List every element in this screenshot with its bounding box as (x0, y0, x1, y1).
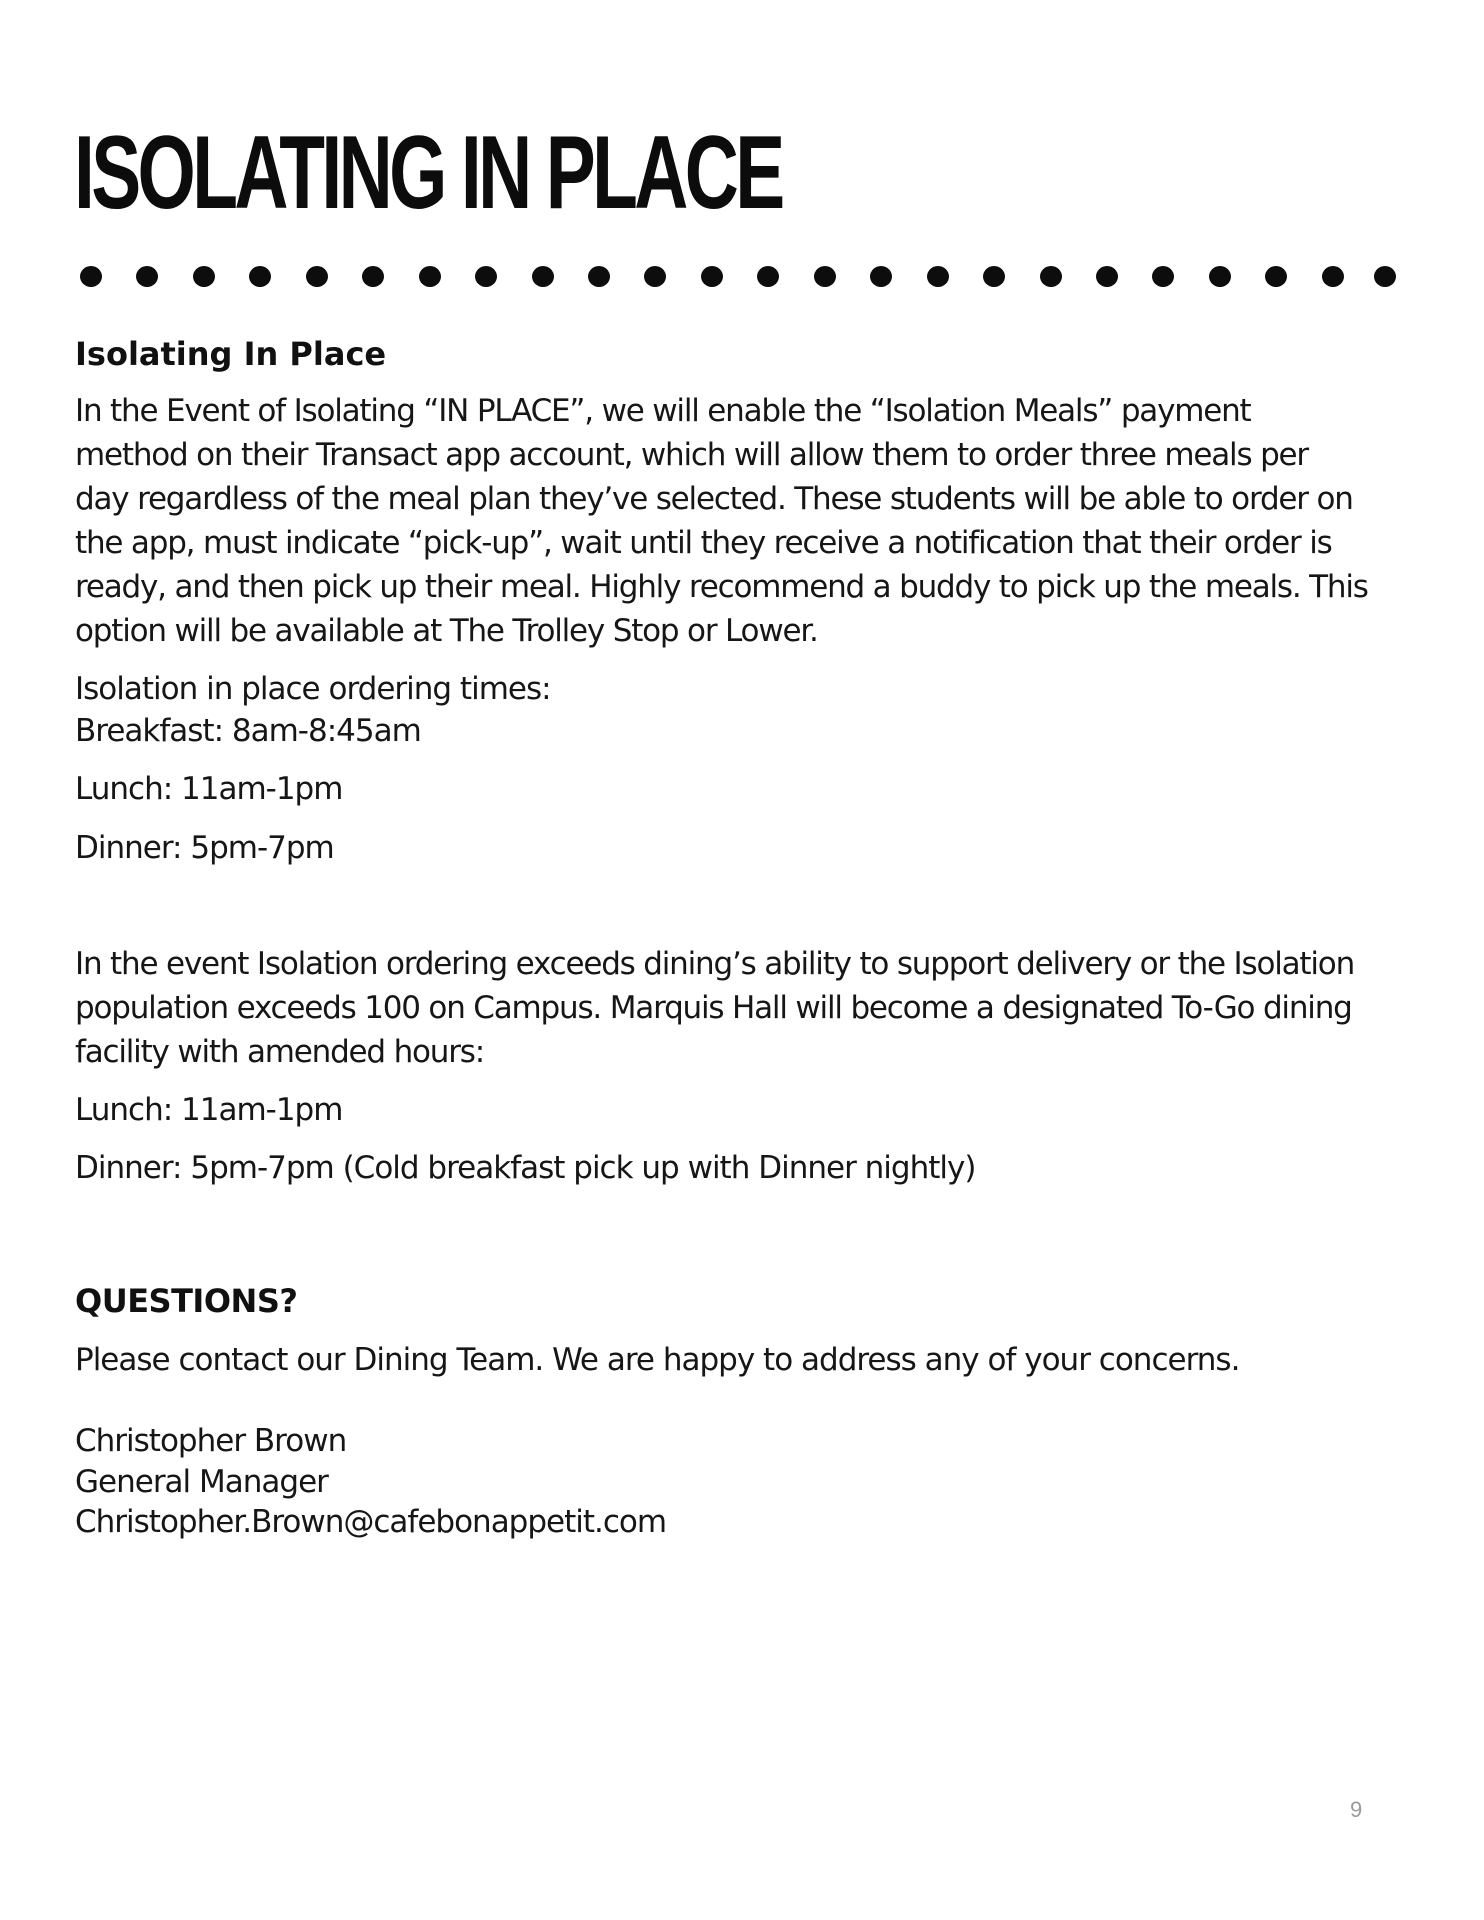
togo-lunch-hours: Lunch: 11am-1pm (75, 1092, 343, 1128)
paragraph-line: In the event Isolation ordering exceeds dining’s ability to support delivery or the Isolation (75, 946, 1355, 982)
paragraph-line: In the Event of Isolating “IN PLACE”, we will enable the “Isolation Meals” payment (75, 393, 1251, 429)
lunch-hours: Lunch: 11am-1pm (75, 771, 343, 807)
paragraph-line: facility with amended hours: (75, 1034, 484, 1070)
contact-name: Christopher Brown (75, 1423, 347, 1459)
divider-dot (1040, 266, 1062, 287)
divider-dot (870, 266, 892, 287)
divider-dot (1374, 266, 1396, 287)
divider-dot (927, 266, 949, 287)
paragraph-line: population exceeds 100 on Campus. Marquis Hall will become a designated To-Go dining (75, 990, 1352, 1026)
dotted-divider (80, 262, 1396, 292)
paragraph-line: method on their Transact app account, which will allow them to order three meals per (75, 437, 1308, 473)
questions-heading: QUESTIONS? (75, 1282, 298, 1320)
divider-dot (588, 266, 610, 287)
divider-dot (193, 266, 215, 287)
divider-dot (1096, 266, 1118, 287)
page-number: 9 (1350, 1797, 1363, 1822)
questions-text: Please contact our Dining Team. We are happy to address any of your concerns. (75, 1342, 1240, 1378)
divider-dot (701, 266, 723, 287)
divider-dot (80, 266, 102, 287)
breakfast-hours: Breakfast: 8am-8:45am (75, 713, 421, 749)
contact-email[interactable]: Christopher.Brown@cafebonappetit.com (75, 1504, 667, 1540)
section-heading: Isolating In Place (75, 335, 387, 373)
divider-dot (362, 266, 384, 287)
divider-dot (249, 266, 271, 287)
divider-dot (1265, 266, 1287, 287)
divider-dot (757, 266, 779, 287)
divider-dot (306, 266, 328, 287)
paragraph-line: ready, and then pick up their meal. Highly recommend a buddy to pick up the meals. This (75, 569, 1368, 605)
divider-dot (814, 266, 836, 287)
ordering-times-label: Isolation in place ordering times: (75, 671, 551, 707)
paragraph-line: the app, must indicate “pick-up”, wait until they receive a notification that their order is (75, 525, 1332, 561)
divider-dot (532, 266, 554, 287)
contact-role: General Manager (75, 1464, 328, 1500)
divider-dot (136, 266, 158, 287)
dinner-hours: Dinner: 5pm-7pm (75, 830, 334, 866)
divider-dot (419, 266, 441, 287)
paragraph-line: option will be available at The Trolley Stop or Lower. (75, 613, 818, 649)
togo-dinner-hours: Dinner: 5pm-7pm (Cold breakfast pick up with Dinner nightly) (75, 1150, 976, 1186)
divider-dot (1152, 266, 1174, 287)
divider-dot (475, 266, 497, 287)
divider-dot (644, 266, 666, 287)
divider-dot (983, 266, 1005, 287)
page-title: ISOLATING IN PLACE (74, 115, 782, 231)
divider-dot (1322, 266, 1344, 287)
paragraph-line: day regardless of the meal plan they’ve selected. These students will be able to order on (75, 481, 1353, 517)
divider-dot (1209, 266, 1231, 287)
